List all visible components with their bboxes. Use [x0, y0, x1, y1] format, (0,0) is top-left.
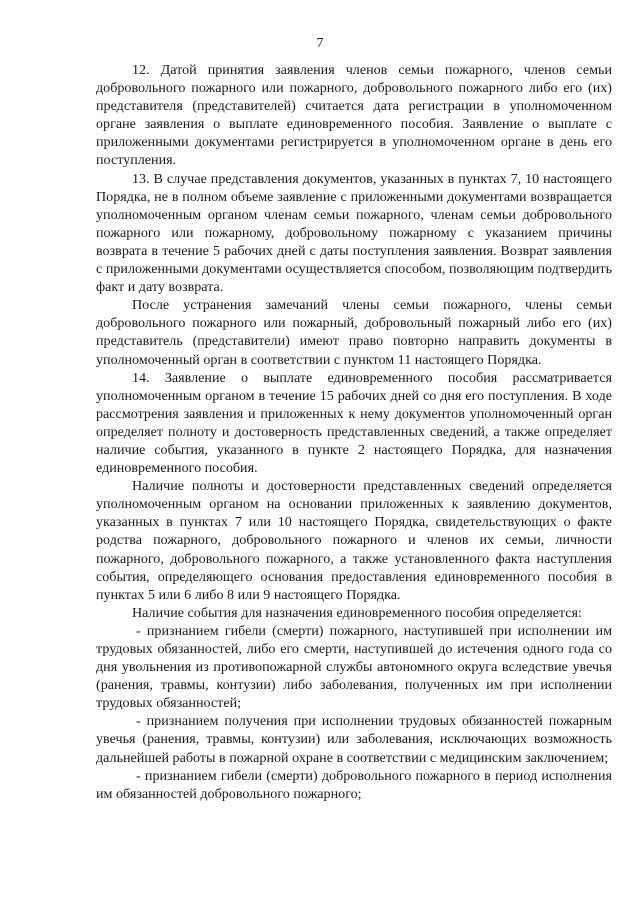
list-item: - признанием получения при исполнении трудовых обязанностей пожарным увечья (ранения, травмы, контузии) или заболевания, исключающих возможность дальнейшей работы в пожарной охране в соответствии с медицинским заключением; [96, 713, 612, 766]
paragraph-13: 13. В случае представления документов, указанных в пунктах 7, 10 настоящего Порядка, не в полном объеме заявление с приложенными документами возвращается уполномоченным органом членам семьи пожарного, членам семьи добровольного пожарного или пожарному, добровольному пожарному с указанием причины возврата в течение 5 рабочих дней с даты поступления заявления. Возврат заявления с приложенными документами осуществляется способом, позволяющим подтвердить факт и дату возврата. [96, 170, 612, 296]
paragraph-resubmission: После устранения замечаний члены семьи пожарного, члены семьи добровольного пожарного или пожарный, добровольный пожарный либо его (их) представитель (представители) имеют право повторно направить документы в уполномоченный орган в соответствии с пунктом 11 настоящего Порядка. [96, 297, 612, 368]
list-item: - признанием гибели (смерти) пожарного, наступившей при исполнении им трудовых обязанностей, либо его смерти, наступившей до истечения одного года со дня увольнения из противопожарной службы автономного округа вследствие увечья (ранения, травмы, контузии) либо заболевания, полученных им при исполнении трудовых обязанностей; [96, 622, 612, 712]
paragraph-event-definition: Наличие события для назначения единовременного пособия определяется: [132, 604, 582, 621]
paragraph-14: 14. Заявление о выплате единовременного пособия рассматривается уполномоченным органом в течение 15 рабочих дней со дня его поступления. В ходе рассмотрения заявления и приложенных к нему документов уполномоченный орган определяет полноту и достоверность представленных сведений, а также определяет наличие события, указанного в пункте 2 настоящего Порядка, для назначения единовременного пособия. [96, 369, 612, 477]
page-number: 7 [316, 36, 324, 51]
list-item: - признанием гибели (смерти) добровольного пожарного в период исполнения им обязанностей добровольного пожарного; [96, 767, 612, 802]
paragraph-completeness: Наличие полноты и достоверности представленных сведений определяется уполномоченным органом на основании приложенных к заявлению документов, указанных в пунктах 7 или 10 настоящего Порядка, свидетельствующих о факте родства пожарного, добровольного пожарного и членов их семьи, личности пожарного, добровольного пожарного, а также установленного факта наступления события, определяющего основания предоставления единовременного пособия в пунктах 5 или 6 либо 8 или 9 настоящего Порядка. [96, 478, 612, 603]
body-text [96, 61, 612, 803]
paragraph-12: 12. Датой принятия заявления членов семьи пожарного, членов семьи добровольного пожарного или пожарного, добровольного пожарного либо его (их) представителя (представителей) считается дата регистрации в уполномоченном органе заявления о выплате единовременного пособия. Заявление о выплате с приложенными документами регистрируется в уполномоченном органе в день его поступления. [96, 62, 612, 169]
